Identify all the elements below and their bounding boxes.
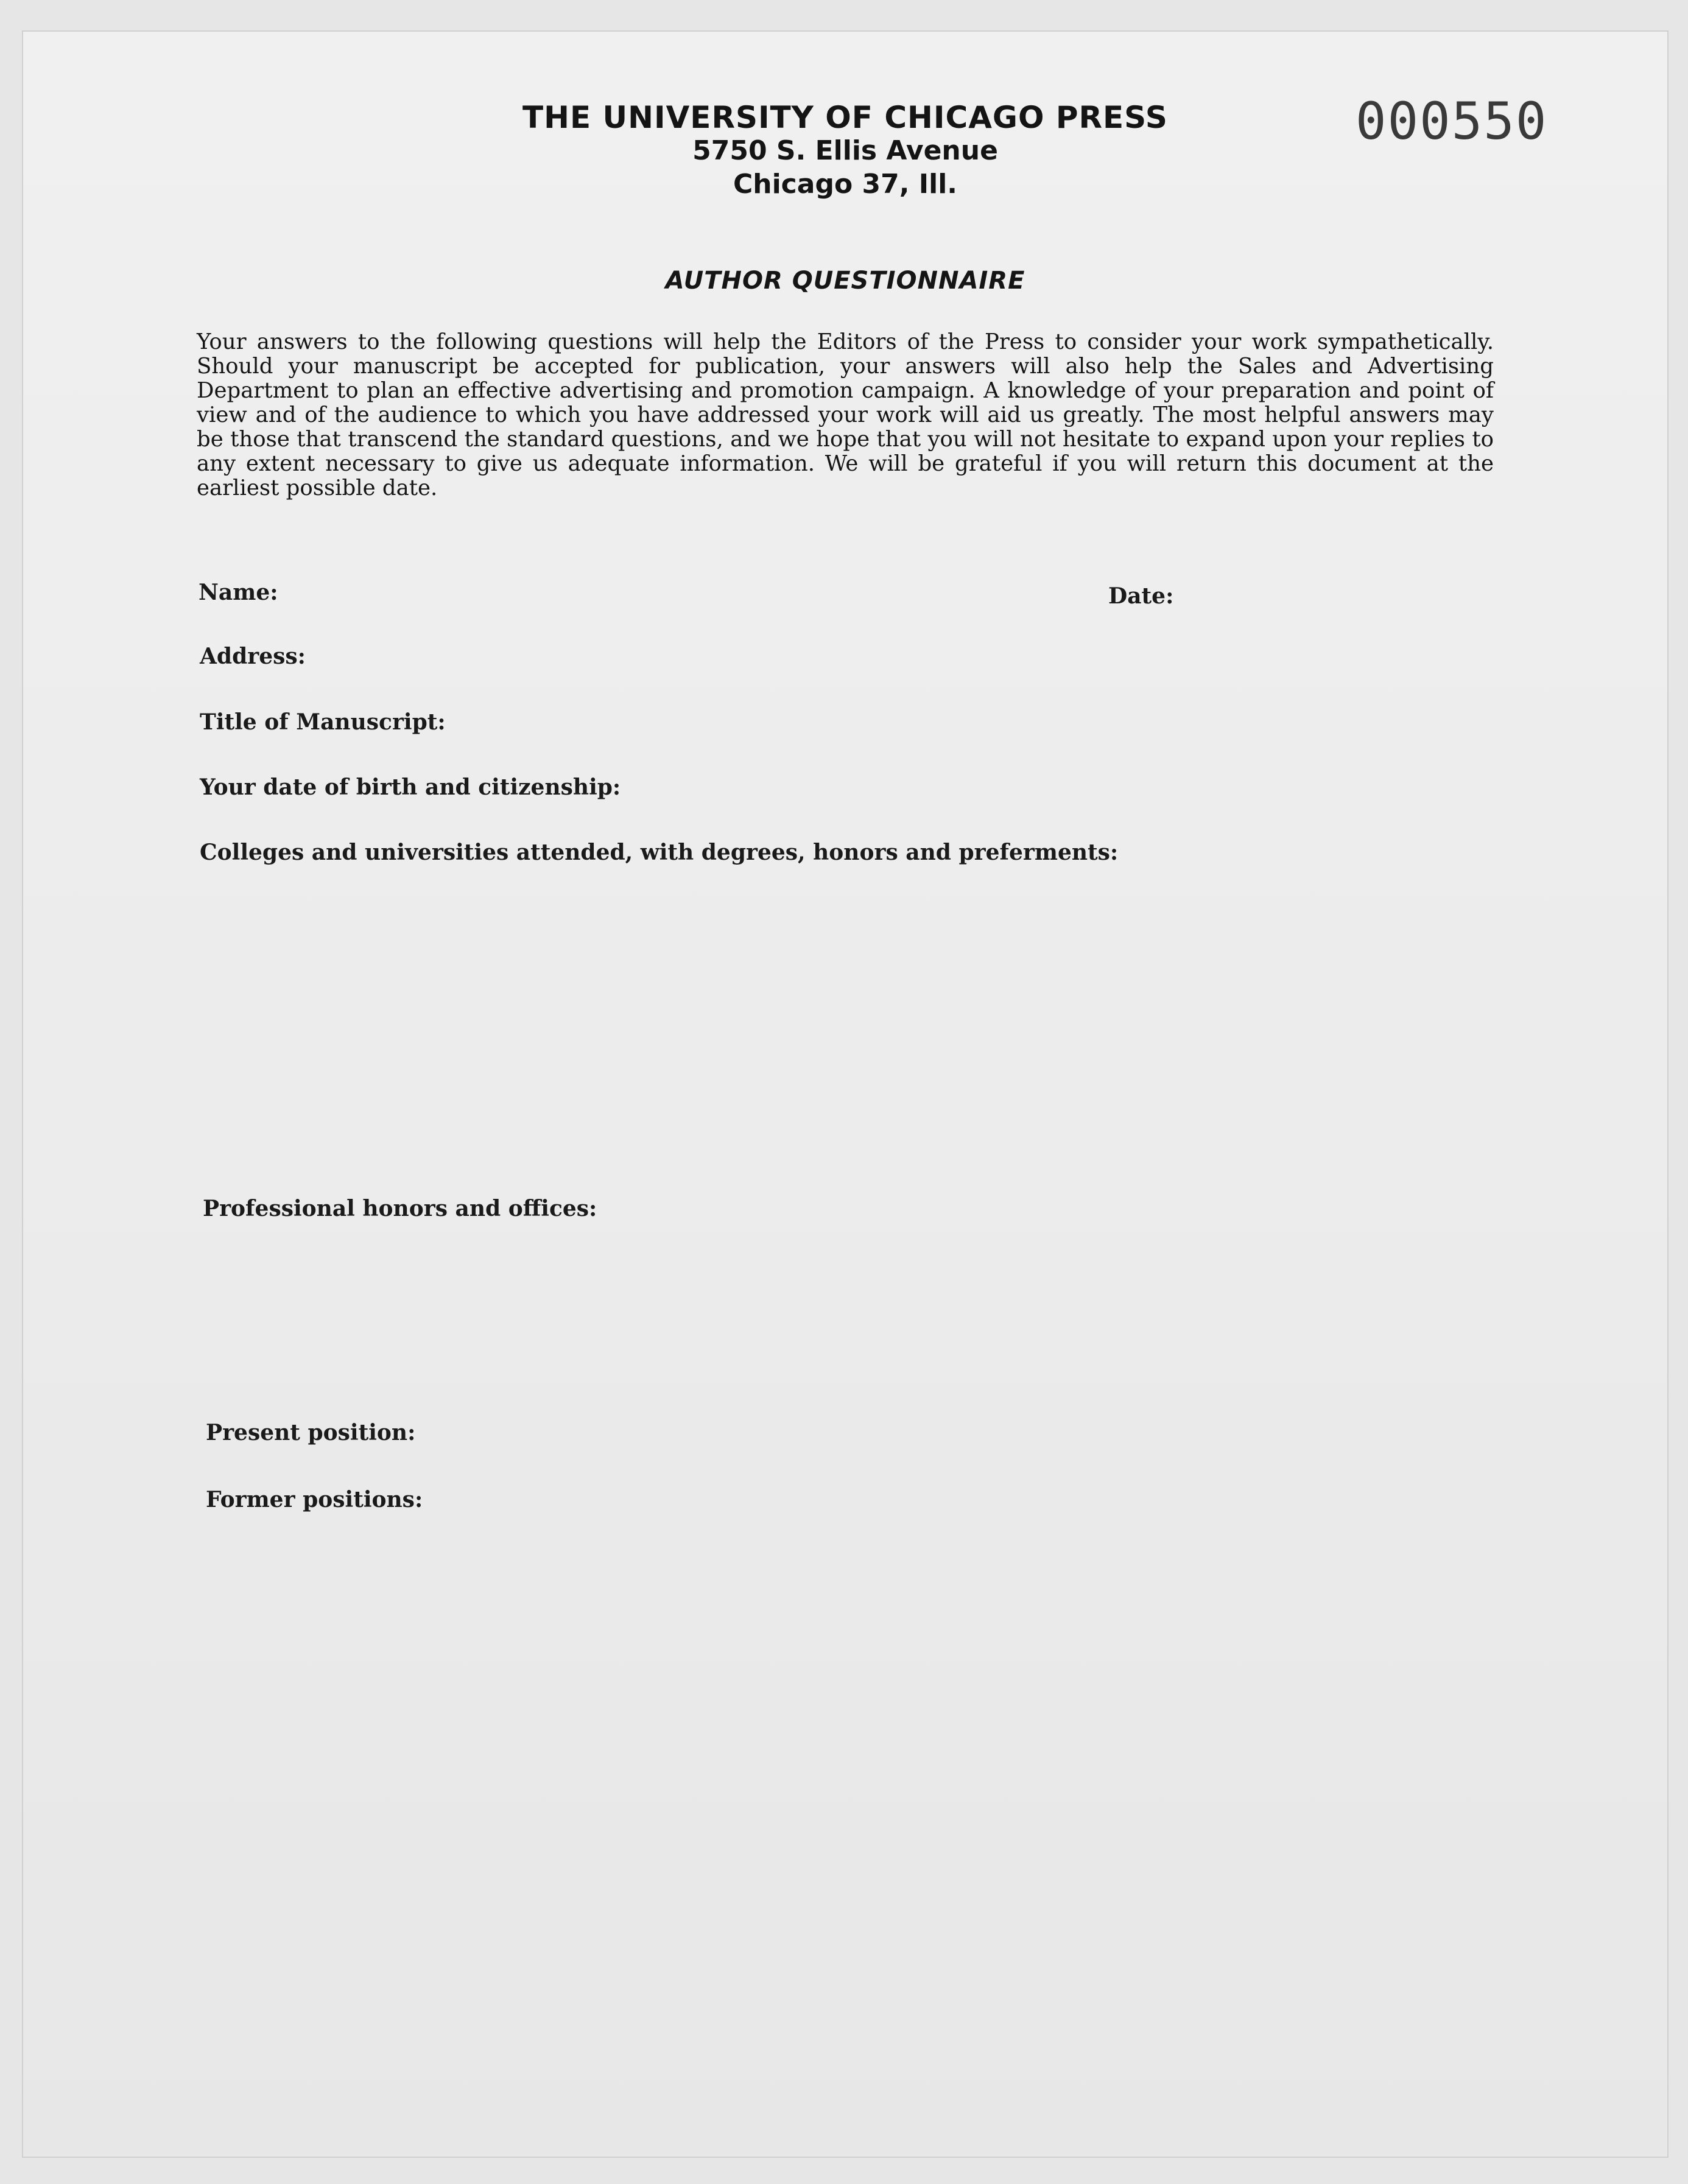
colleges-label: Colleges and universities attended, with degrees, honors and preferments: bbox=[200, 840, 1119, 865]
birth-citizenship-label: Your date of birth and citizenship: bbox=[200, 774, 621, 800]
form-title: AUTHOR QUESTIONNAIRE bbox=[665, 267, 1025, 295]
present-position-label: Present position: bbox=[206, 1420, 416, 1445]
name-label: Name: bbox=[199, 580, 278, 605]
manuscript-title-label: Title of Manuscript: bbox=[200, 709, 446, 735]
document-number: 000550 bbox=[1356, 91, 1548, 151]
publisher-city: Chicago 37, Ill. bbox=[733, 169, 958, 200]
publisher-street: 5750 S. Ellis Avenue bbox=[692, 135, 998, 166]
date-label: Date: bbox=[1108, 583, 1174, 609]
intro-paragraph: Your answers to the following questions will help the Editors of the Press to consider your work sympathetically. Should your manuscript be accepted for publication, your answers will also help the Sales and Advertising Department to plan an effective advertising and promotion campaign. A knowledge of your preparation and point of view and of the audience to which you have addressed your work will aid us greatly. The most helpful answers may be those that transcend the standard questions, and we hope that you will not hesitate to expand upon your replies to any extent necessary to give us adequate information. We will be grateful if you will return this document at the earliest possible date. bbox=[197, 329, 1494, 500]
publisher-name: THE UNIVERSITY OF CHICAGO PRESS bbox=[522, 100, 1168, 135]
address-label: Address: bbox=[200, 644, 306, 669]
form-page bbox=[23, 32, 1667, 2157]
professional-honors-label: Professional honors and offices: bbox=[203, 1196, 597, 1221]
former-positions-label: Former positions: bbox=[206, 1487, 423, 1512]
